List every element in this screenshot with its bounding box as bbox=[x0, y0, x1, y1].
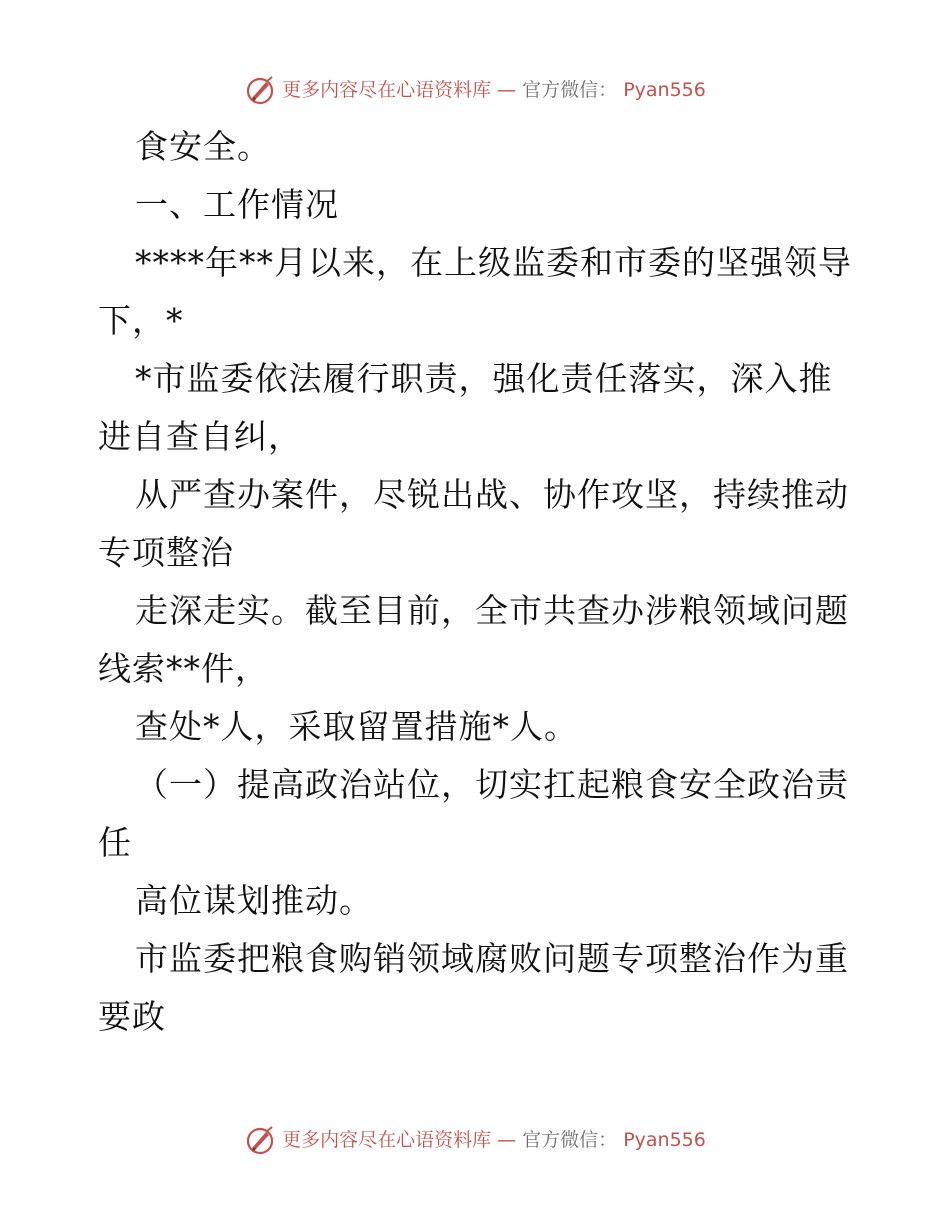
watermark-site-name: 更多内容尽在心语资料库 bbox=[282, 1129, 492, 1151]
body-line-10: 线索**件， bbox=[98, 649, 269, 688]
watermark-separator: — bbox=[497, 79, 517, 101]
watermark-wechat-label: 官方微信： bbox=[522, 1129, 618, 1151]
body-line-16: 要政 bbox=[98, 997, 166, 1036]
quill-pen-logo-icon bbox=[244, 74, 276, 106]
watermark-wechat-id: Pyan556 bbox=[623, 1129, 706, 1151]
body-line-11: 查处*人，采取留置措施*人。 bbox=[135, 707, 578, 746]
body-line-14: 高位谋划推动。 bbox=[135, 881, 373, 920]
body-line-9: 走深走实。截至目前，全市共查办涉粮领域问题 bbox=[135, 591, 849, 630]
section-heading-1: 一、工作情况 bbox=[135, 185, 339, 224]
body-line-4: 下，* bbox=[98, 301, 184, 340]
body-line-1: 食安全。 bbox=[135, 127, 271, 166]
subsection-heading-1: （一）提高政治站位，切实扛起粮食安全政治责 bbox=[135, 765, 849, 804]
body-line-6: 进自查自纠， bbox=[98, 417, 302, 456]
quill-pen-logo-icon bbox=[244, 1124, 276, 1156]
body-line-8: 专项整治 bbox=[98, 533, 234, 572]
footer-watermark bbox=[0, 1124, 950, 1156]
document-body bbox=[98, 118, 858, 1046]
body-line-3: ****年**月以来，在上级监委和市委的坚强领导 bbox=[135, 243, 852, 282]
watermark-site-name: 更多内容尽在心语资料库 bbox=[282, 79, 492, 101]
watermark-wechat-label: 官方微信： bbox=[522, 79, 618, 101]
body-line-7: 从严查办案件，尽锐出战、协作攻坚，持续推动 bbox=[135, 475, 849, 514]
watermark-separator: — bbox=[497, 1129, 517, 1151]
body-line-13: 任 bbox=[98, 823, 132, 862]
watermark-wechat-id: Pyan556 bbox=[623, 79, 706, 101]
header-watermark bbox=[0, 74, 950, 106]
body-line-15: 市监委把粮食购销领域腐败问题专项整治作为重 bbox=[135, 939, 849, 978]
body-line-5: *市监委依法履行职责，强化责任落实，深入推 bbox=[135, 359, 833, 398]
